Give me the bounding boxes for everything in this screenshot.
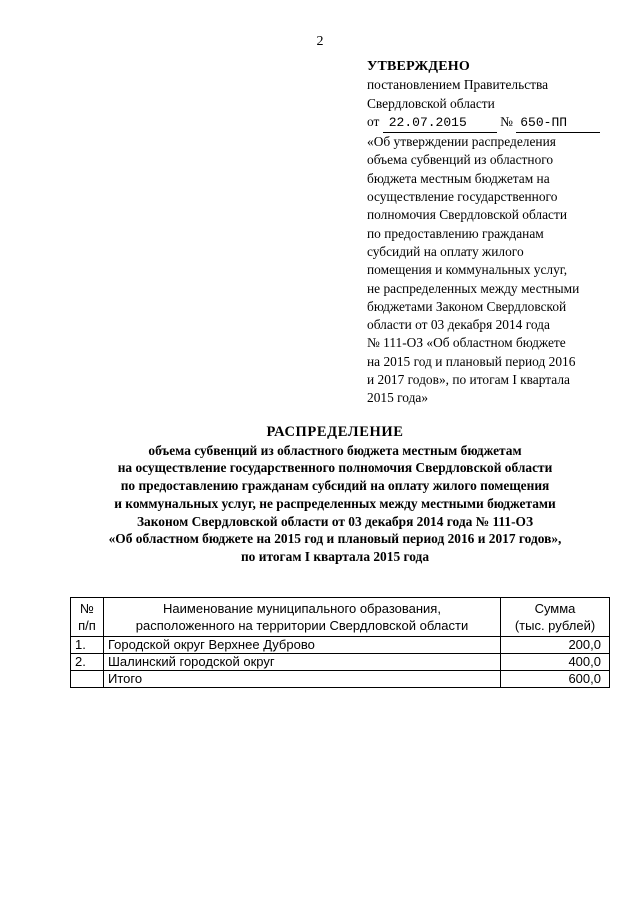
header-text: Наименование муниципального образования, [163,601,441,616]
approval-date: 22.07.2015 [383,114,497,133]
approval-subject-line: 2015 года» [367,390,429,406]
header-text: расположенного на территории Свердловской области [135,618,469,633]
title-line: по предоставлению гражданам субсидий на оплату жилого помещения [120,478,550,494]
number-label: № [500,113,513,129]
row-sum: 200,0 [501,637,610,654]
approval-subject-line: № 111-ОЗ «Об областном бюджете [367,335,566,351]
header-number [71,598,104,637]
header-text: (тыс. рублей) [514,618,596,633]
page-number: 2 [316,34,324,49]
row-number: 2. [71,654,104,671]
approval-subject-line: области от 03 декабря 2014 года [367,317,550,333]
approval-subject-line: «Об утверждении распределения [367,134,556,150]
document-title [40,424,630,566]
approval-subject-line: по предоставлению гражданам [367,225,544,241]
row-municipality: Итого [104,671,501,688]
approval-subject-line: субсидий на оплату жилого [367,243,524,259]
distribution-table [70,597,610,688]
approval-subject-line: бюджета местным бюджетам на [367,170,550,186]
row-municipality: Шалинский городской округ [104,654,501,671]
row-municipality: Городской округ Верхнее Дуброво [104,637,501,654]
title-line: Законом Свердловской области от 03 декабря 2014 года № 111-ОЗ [136,513,534,529]
approval-line: Свердловской области [367,95,495,111]
approval-number: 650-ПП [516,114,600,133]
table-total-row [71,671,610,688]
table-header-row [71,598,610,637]
from-label: от [367,113,380,129]
approval-date-number-line [367,113,617,133]
title-line: объема субвенций из областного бюджета местным бюджетам [148,442,522,458]
approval-subject-line: не распределенных между местными [367,280,580,296]
approval-subject-line: полномочия Свердловской области [367,207,568,223]
approval-line: постановлением Правительства [367,77,549,93]
row-sum: 400,0 [501,654,610,671]
title-line: по итогам I квартала 2015 года [240,548,430,564]
header-text: № [80,601,94,616]
table-row [71,654,610,671]
header-text: п/п [78,618,96,633]
approval-stamp: УТВЕРЖДЕНО [367,59,470,74]
header-text: Сумма [534,601,576,616]
approval-subject-line: бюджетами Законом Свердловской [367,298,567,314]
row-number: 1. [71,637,104,654]
approval-subject-line: на 2015 год и плановый период 2016 [367,353,576,369]
approval-subject-line: и 2017 годов», по итогам I квартала [367,372,570,388]
approval-block [367,58,617,408]
row-sum: 600,0 [501,671,610,688]
table-row [71,637,610,654]
title-line: и коммунальных услуг, не распределенных между местными бюджетами [114,495,556,511]
header-sum [501,598,610,637]
approval-subject-line: объема субвенций из областного [367,152,554,168]
row-number [71,671,104,688]
header-municipality [104,598,501,637]
title-main: РАСПРЕДЕЛЕНИЕ [266,424,404,440]
title-line: на осуществление государственного полномочия Свердловской области [117,460,553,476]
title-line: «Об областном бюджете на 2015 год и плановый период 2016 и 2017 годов», [108,531,562,547]
approval-subject-line: помещения и коммунальных услуг, [367,262,568,278]
approval-subject-line: осуществление государственного [367,189,558,205]
